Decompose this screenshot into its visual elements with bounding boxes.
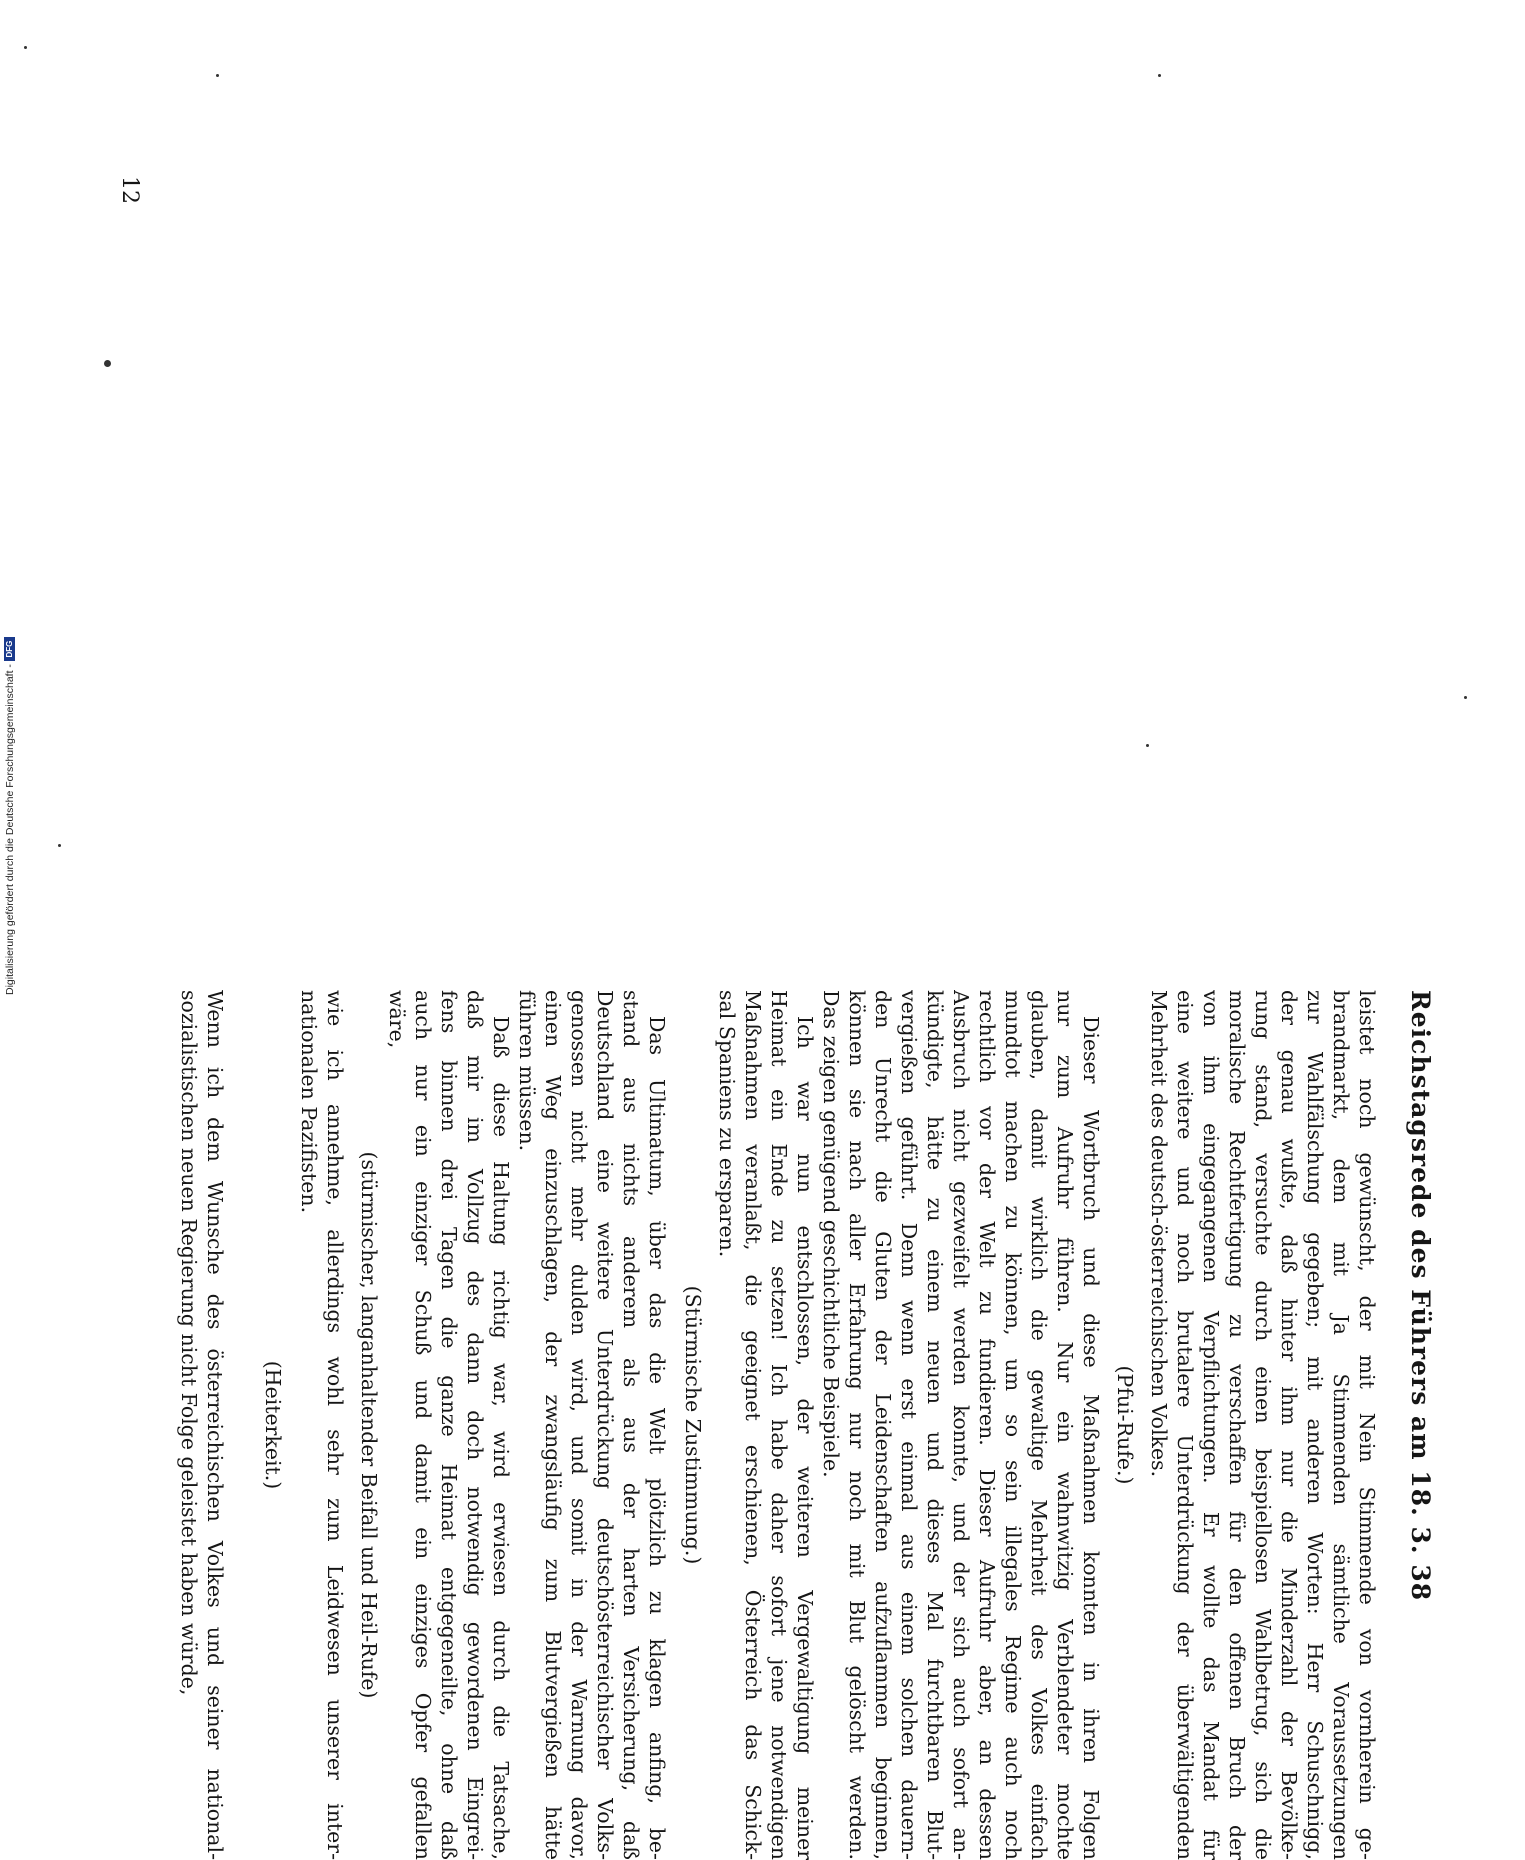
paragraph-block	[176, 990, 228, 1860]
text-line: Dieser Wortbruch und diese Maßnahmen konnten in ihren Folgen	[1079, 1016, 1103, 1860]
text-line: rung stand, versuchte durch einen beispiellosen Wahlbetrug, sich die	[1251, 990, 1275, 1860]
text-line: Mehrheit des deutsch-österreichischen Volkes.	[1147, 990, 1171, 1478]
text-line: den Unrecht die Gluten der Leidenschaften aufzuflammen beginnen,	[871, 990, 895, 1860]
scan-speck	[104, 360, 111, 367]
text-line: zur Wahlfälschung gegeben; mit anderen Worten: Herr Schuschnigg,	[1303, 990, 1327, 1860]
scan-speck	[216, 74, 219, 77]
text-line: (Stürmische Zustimmung.)	[681, 1285, 705, 1565]
digitization-credit-text: Digitalisierung gefördert durch die Deutsche Forschungsgemeinschaft -	[4, 664, 16, 995]
text-line: auch nur ein einziger Schuß und damit ein einziges Opfer gefallen	[411, 990, 435, 1860]
text-line: (Pfui-Rufe.)	[1113, 1365, 1137, 1485]
text-line: Maßnahmen veranlaßt, die geeignet erschienen, Österreich das Schick-	[741, 990, 765, 1860]
text-line: können sie nach aller Erfahrung nur noch mit Blut gelöscht werden.	[845, 990, 869, 1860]
text-line: vergießen geführt. Denn wenn erst einmal aus einem solchen dauern-	[897, 990, 921, 1860]
text-line: Das Ultimatum, über das die Welt plötzlich zu klagen anfing, be-	[645, 1016, 669, 1860]
text-line: fens binnen drei Tagen die ganze Heimat entgegeneilte, ohne daß	[437, 990, 461, 1860]
paragraph-block	[296, 990, 348, 1860]
text-line: glauben, damit wirklich die gewaltige Mehrheit des Volkes einfach	[1027, 990, 1051, 1860]
interjection	[680, 990, 706, 1860]
text-line: daß mir im Vollzug des dann doch notwendig gewordenen Eingrei-	[463, 990, 487, 1860]
scan-speck	[58, 844, 61, 847]
text-line: wie ich annehme, allerdings wohl sehr zum Leidwesen unserer inter-	[323, 990, 347, 1860]
scan-speck	[24, 46, 27, 49]
interjection	[1112, 990, 1138, 1860]
text-line: genossen nicht mehr dulden wird, und somit in der Warnung davor,	[567, 990, 591, 1860]
text-line: der genau wußte, daß hinter ihm nur die Minderzahl der Bevölke-	[1277, 990, 1301, 1860]
text-line: stand aus nichts anderem als aus der harten Versicherung, daß	[619, 990, 643, 1860]
text-line: mundtot machen zu können, um so sein illegales Regime auch noch	[1001, 990, 1025, 1860]
text-line: nur zum Aufruhr führen. Nur ein wahnwitzig Verblendeter mochte	[1053, 990, 1077, 1860]
interjection	[356, 990, 382, 1860]
text-line: führen müssen.	[515, 990, 539, 1152]
text-line: Das zeigen genügend geschichtliche Beispiele.	[819, 990, 843, 1478]
text-line: Ich war nun entschlossen, der weiteren Vergewaltigung meiner	[793, 1016, 817, 1860]
dfg-logo-icon: DFG	[4, 637, 15, 661]
scanned-page	[120, 990, 1440, 1860]
paragraph-block	[1146, 990, 1380, 1860]
text-line: Wenn ich dem Wunsche des österreichischen Volkes und seiner national-	[203, 990, 227, 1860]
text-line: (Heiterkeit.)	[261, 1360, 285, 1490]
running-head: Reichstagsrede des Führers am 18. 3. 38	[1406, 990, 1435, 1602]
scan-speck	[1158, 74, 1161, 77]
page-number: 12	[117, 176, 142, 204]
text-line: nationalen Pazifisten.	[297, 990, 321, 1214]
scan-speck	[1146, 744, 1149, 747]
text-line: sal Spaniens zu ersparen.	[715, 990, 739, 1258]
text-line: Daß diese Haltung richtig war, wird erwiesen durch die Tatsache,	[489, 1016, 513, 1860]
interjection	[260, 990, 286, 1860]
digitization-credit	[4, 595, 16, 995]
text-line: (stürmischer, langanhaltender Beifall und Heil-Rufe)	[357, 1151, 381, 1699]
text-line: eine weitere und noch brutalere Unterdrückung der überwältigenden	[1173, 990, 1197, 1860]
paragraph-block	[714, 990, 1104, 1860]
paragraph-block	[384, 990, 670, 1860]
text-line: Deutschland eine weitere Unterdrückung deutschösterreichischer Volks-	[593, 990, 617, 1860]
text-line: kündigte, hätte zu einem neuen und dieses Mal furchtbaren Blut-	[923, 990, 947, 1860]
text-line: Ausbruch nicht gezweifelt werden konnte, und der sich auch sofort an-	[949, 990, 973, 1860]
text-line: brandmarkt, dem mit Ja Stimmenden sämtliche Voraussetzungen	[1329, 990, 1353, 1860]
text-line: leistet noch gewünscht, der mit Nein Stimmende von vornherein ge-	[1355, 990, 1379, 1860]
text-line: wäre,	[385, 990, 409, 1049]
text-line: rechtlich vor der Welt zu fundieren. Dieser Aufruhr aber, an dessen	[975, 990, 999, 1860]
text-line: einen Weg einzuschlagen, der zwangsläufig zum Blutvergießen hätte	[541, 990, 565, 1860]
text-line: moralische Rechtfertigung zu verschaffen für den offenen Bruch der	[1225, 990, 1249, 1860]
text-line: von ihm eingegangenen Verpflichtungen. Er wollte das Mandat für	[1199, 990, 1223, 1860]
scan-speck	[1464, 696, 1467, 699]
text-line: Heimat ein Ende zu setzen! Ich habe daher sofort jene notwendigen	[767, 990, 791, 1860]
text-line: sozialistischen neuen Regierung nicht Folge geleistet haben würde,	[177, 990, 201, 1696]
